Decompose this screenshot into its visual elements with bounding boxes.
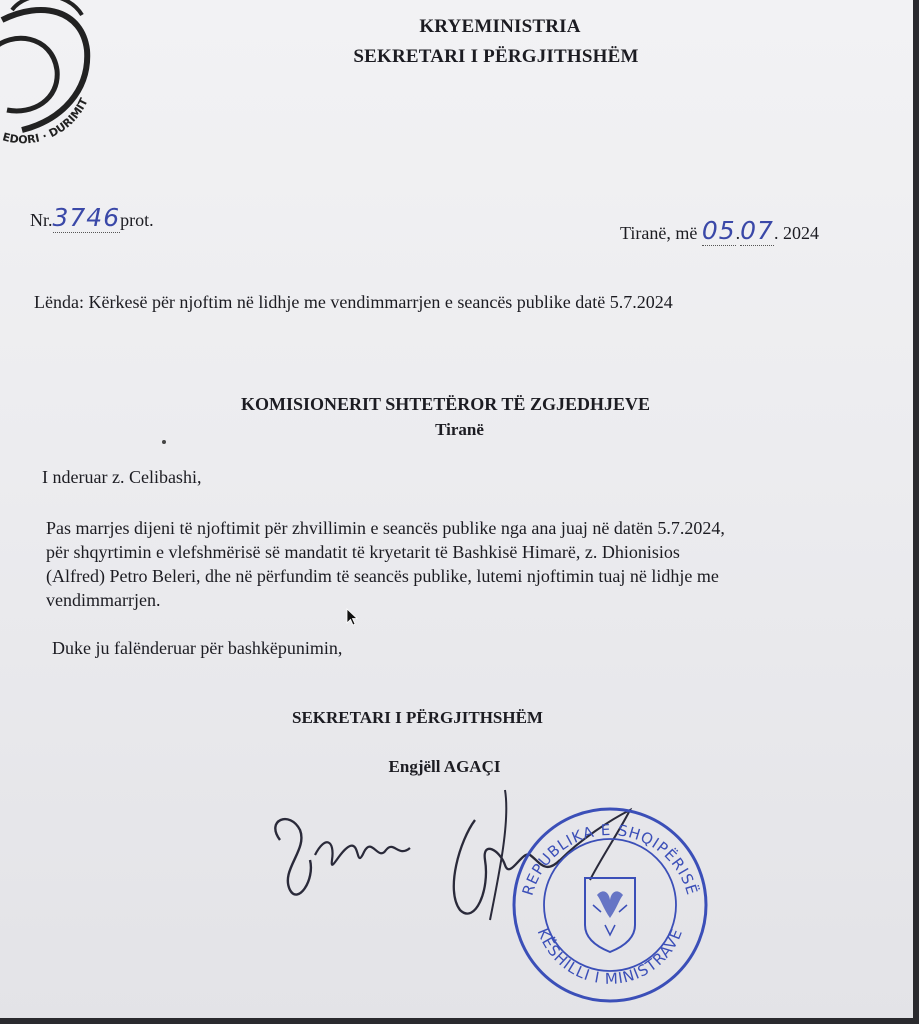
subject-line: Lënda: Kërkesë për njoftim në lidhje me vendimmarrjen e seancës publike datë 5.7.2024: [34, 292, 673, 312]
closing-line: Duke ju falënderuar për bashkëpunimin,: [52, 638, 343, 658]
protocol-number: 3746: [52, 203, 121, 232]
eagle-emblem-icon: [585, 878, 635, 952]
screen-edge: [913, 0, 919, 1024]
date-line: Tiranë, më 05.07. 2024: [620, 216, 819, 245]
speck: [162, 440, 166, 444]
body-line: (Alfred) Petro Beleri, dhe në përfundim të seancës publike, lutemi njoftimin tuaj në lidhje me: [46, 566, 719, 586]
salutation: I nderuar z. Celibashi,: [42, 467, 202, 487]
recipient-name: KOMISIONERIT SHTETËROR TË ZGJEDHJEVE: [241, 394, 650, 414]
body-line: vendimmarrjen.: [46, 590, 161, 610]
header-secretary: SEKRETARI I PËRGJITHSHËM: [353, 46, 639, 67]
seal-bottom-text: KËSHILLI I MINISTRAVE: [533, 925, 687, 988]
protocol-prefix: Nr.: [30, 210, 53, 230]
official-seal: [505, 800, 715, 1010]
protocol-suffix: prot.: [120, 210, 154, 230]
body-line: për shqyrtimin e vlefshmërisë së mandatit të kryetarit të Bashkisë Himarë, z. Dhionisios: [46, 542, 680, 562]
date-month: 07: [740, 216, 774, 245]
recipient-city: Tiranë: [435, 420, 484, 439]
signatory-title: SEKRETARI I PËRGJITHSHËM: [292, 708, 543, 727]
body-paragraph: [46, 516, 876, 612]
screen-edge-bottom: [0, 1018, 919, 1024]
signatory-name: Engjëll AGAÇI: [388, 757, 501, 776]
seal-top-text: REPUBLIKA E SHQIPËRISË: [518, 820, 702, 898]
logo-text: EDORI · DURIMIT: [1, 96, 91, 147]
body-line: Pas marrjes dijeni të njoftimit për zhvillimin e seancës publike nga ana juaj në datën 5.7.2024,: [46, 518, 725, 538]
header-ministry: KRYEMINISTRIA: [419, 16, 581, 37]
date-day: 05: [701, 216, 736, 245]
date-prefix: Tiranë, më: [620, 223, 698, 243]
date-year: 2024: [782, 223, 819, 243]
protocol-line: [30, 203, 154, 232]
institution-logo: [0, 0, 102, 150]
mouse-cursor-icon: [346, 608, 358, 626]
